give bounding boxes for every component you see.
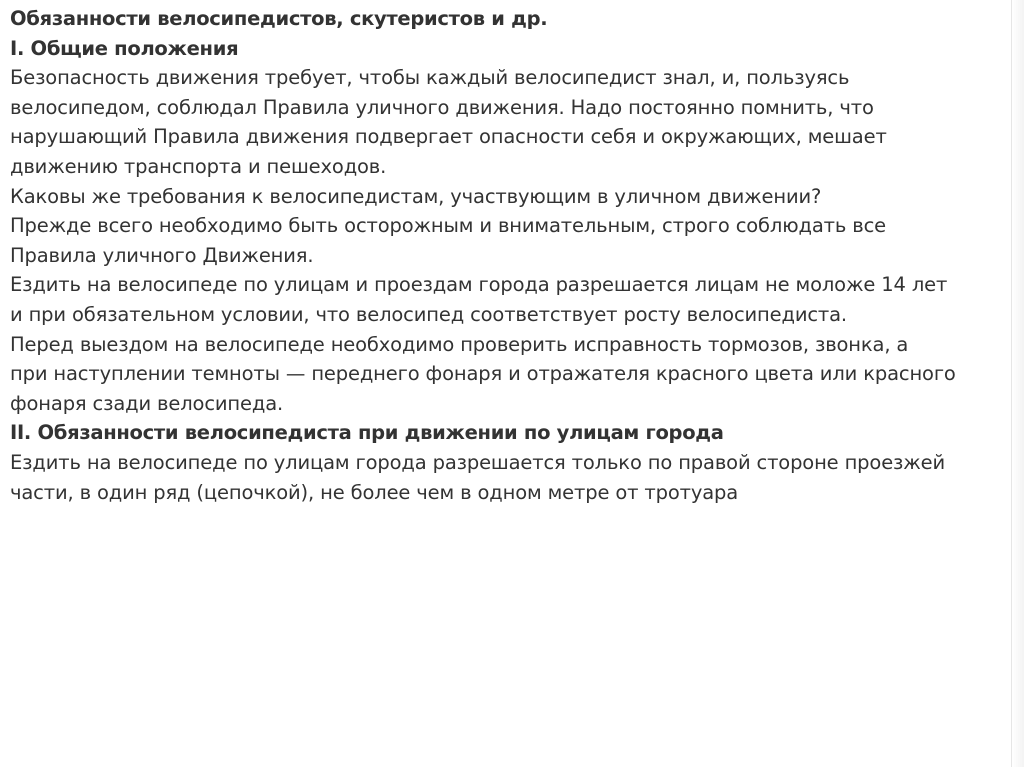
document-body xyxy=(10,4,1010,507)
paragraph-line: Правила уличного Движения. xyxy=(10,243,314,267)
paragraph-line: и при обязательном условии, что велосипед соответствует росту велосипедиста. xyxy=(10,302,847,326)
paragraph-line: фонаря сзади велосипеда. xyxy=(10,391,284,415)
paragraph-line: при наступлении темноты — переднего фонаря и отражателя красного цвета или красного xyxy=(10,362,956,386)
paragraph-line: части, в один ряд (цепочкой), не более чем в одном метре от тротуара xyxy=(10,480,739,504)
paragraph-line: Перед выездом на велосипеде необходимо проверить исправность тормозов, звонка, а xyxy=(10,332,909,356)
section-heading-general: I. Общие положения xyxy=(10,36,239,60)
paragraph-line: нарушающий Правила движения подвергает опасности себя и окружающих, мешает xyxy=(10,125,887,149)
section-heading-duties: II. Обязанности велосипедиста при движении по улицам города xyxy=(10,421,724,445)
document-title: Обязанности велосипедистов, скутеристов и др. xyxy=(10,7,548,30)
paragraph-line: Каковы же требования к велосипедистам, участвующим в уличном движении? xyxy=(10,184,822,208)
paragraph-line: Прежде всего необходимо быть осторожным и внимательным, строго соблюдать все xyxy=(10,214,887,238)
paragraph-line: Ездить на велосипеде по улицам и проездам города разрешается лицам не моложе 14 лет xyxy=(10,273,948,297)
slide-edge xyxy=(1011,0,1024,767)
paragraph-line: движению транспорта и пешеходов. xyxy=(10,154,387,178)
paragraph-line: велосипедом, соблюдал Правила уличного движения. Надо постоянно помнить, что xyxy=(10,95,874,119)
paragraph-line: Ездить на велосипеде по улицам города разрешается только по правой стороне проезжей xyxy=(10,450,946,474)
paragraph-line: Безопасность движения требует, чтобы каждый велосипедист знал, и, пользуясь xyxy=(10,66,850,90)
